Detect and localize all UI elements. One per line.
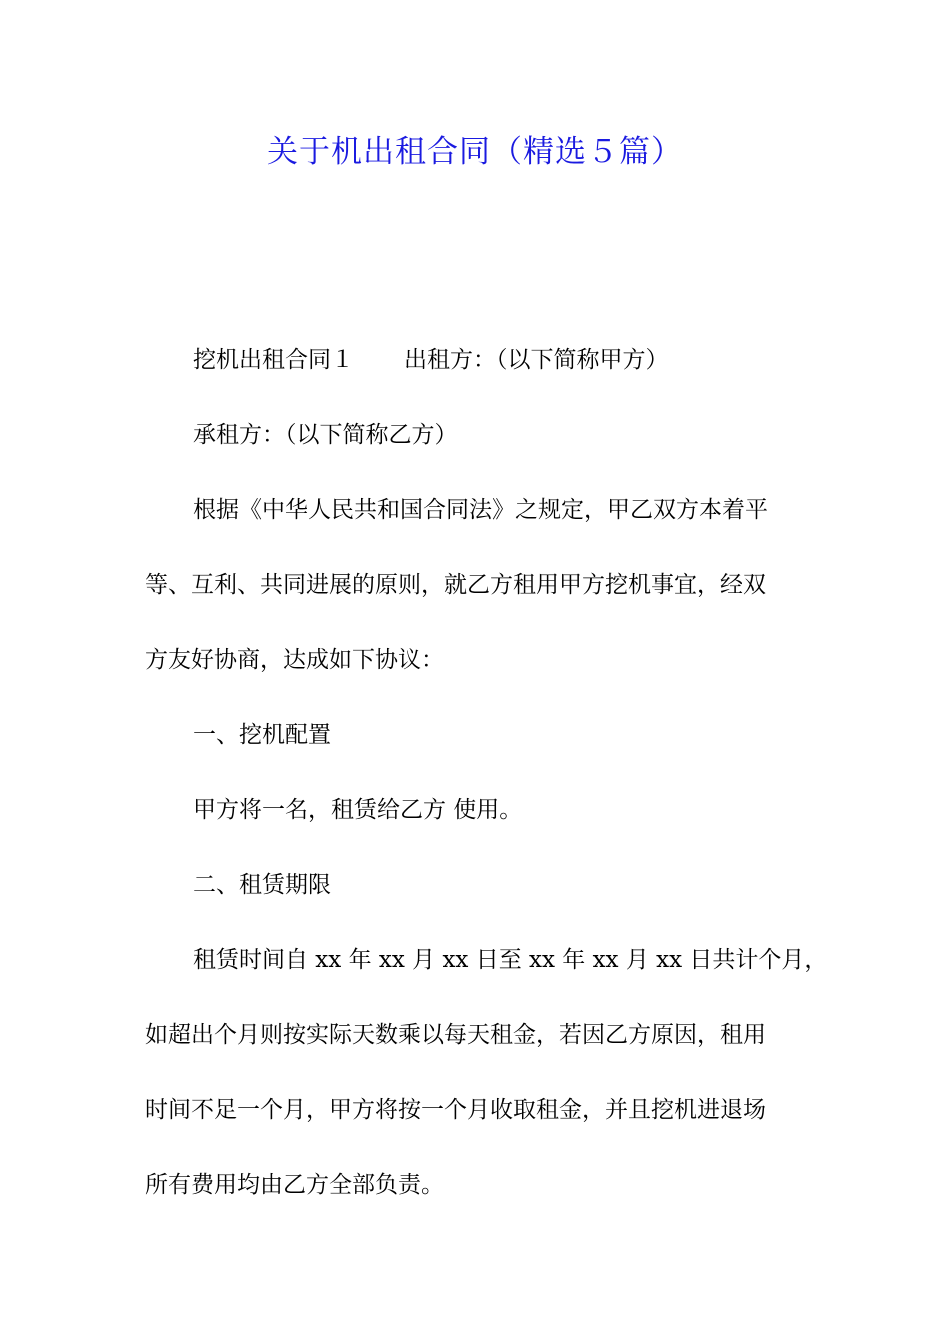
body-text-line: 租赁时间自 xx 年 xx 月 xx 日至 xx 年 xx 月 xx 日共计个月， — [193, 947, 828, 973]
document-title: 关于机出租合同（精选５篇） — [267, 134, 683, 170]
body-text-line: 所有费用均由乙方全部负责。 — [145, 1172, 444, 1198]
body-text-line: 方友好协商，达成如下协议： — [145, 647, 444, 673]
contract-number-label: 挖机出租合同１ — [193, 347, 354, 373]
body-text-line: 甲方将一名，租赁给乙方 使用。 — [193, 797, 523, 823]
lessee-label: 承租方：（以下简称乙方） — [193, 422, 458, 448]
body-text-line: 如超出个月则按实际天数乘以每天租金，若因乙方原因，租用 — [145, 1022, 766, 1048]
body-text-line: 等、互利、共同进展的原则，就乙方租用甲方挖机事宜，经双 — [145, 572, 766, 598]
lessor-label: 出租方：（以下简称甲方） — [404, 347, 669, 373]
body-text-line: 根据《中华人民共和国合同法》之规定，甲乙双方本着平 — [193, 497, 768, 523]
contract-heading-line — [193, 341, 813, 379]
body-text-line: 时间不足一个月，甲方将按一个月收取租金，并且挖机进退场 — [145, 1097, 766, 1123]
section-heading: 一、挖机配置 — [193, 722, 331, 748]
section-heading: 二、租赁期限 — [193, 872, 331, 898]
